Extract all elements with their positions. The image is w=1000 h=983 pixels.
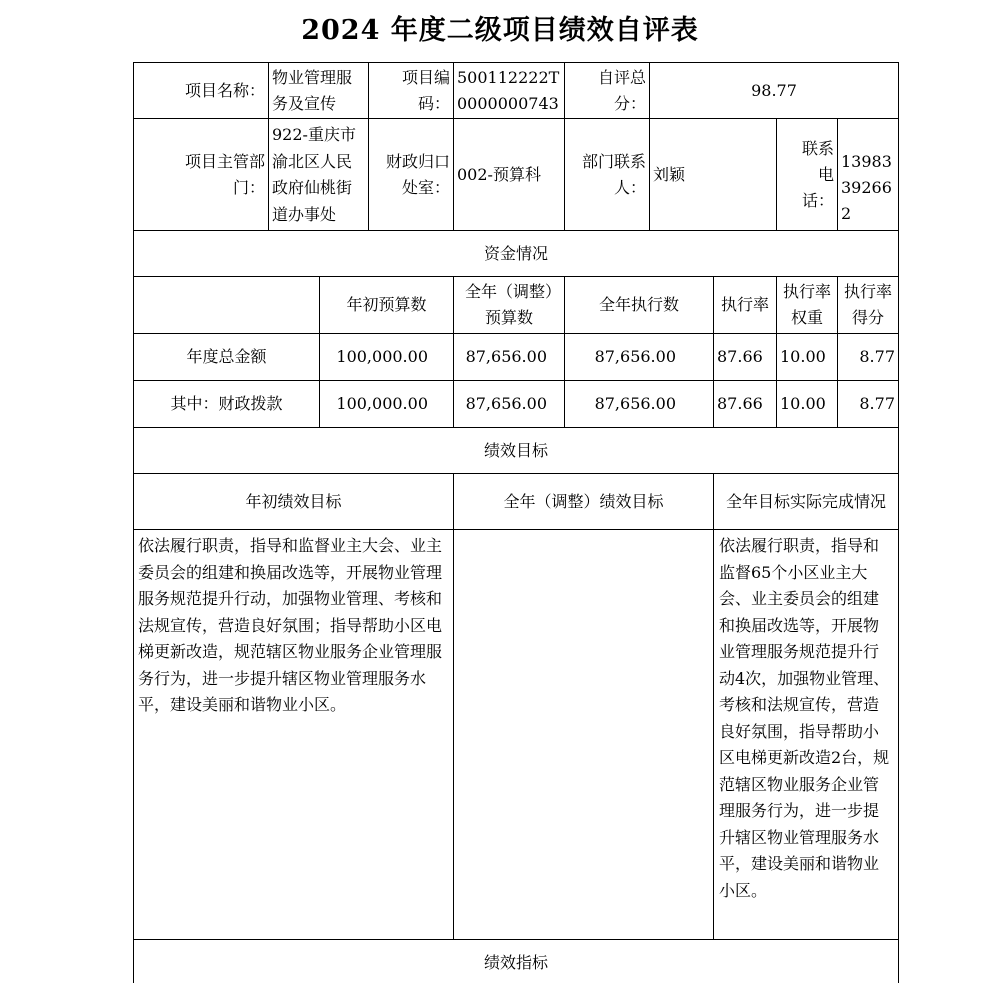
- funds-section-title: 资金情况: [133, 230, 899, 277]
- funds-header-rate: 执行率: [713, 276, 777, 334]
- funds-row-score: 8.77: [837, 333, 899, 381]
- project-name-label: 项目名称：: [133, 62, 269, 119]
- funds-header-score: 执行率得分: [837, 276, 899, 334]
- page-title: 2024 年度二级项目绩效自评表: [301, 15, 699, 46]
- goals-actual-text: 依法履行职责，指导和监督65个小区业主大会、业主委员会的组建和换届改选等，开展物业管理服务规范提升行动4次，加强物业管理、考核和法规宣传，营造良好氛围，指导帮助小区电梯更新改造2台，规范辖区物业服务企业管理服务行为，进一步提升辖区物业管理服务水平，建设美丽和谐物业小区。: [713, 529, 899, 940]
- office-label: 财政归口处室：: [368, 118, 454, 231]
- funds-row-rate: 87.66: [713, 380, 777, 428]
- funds-row-label: 其中：财政拨款: [133, 380, 320, 428]
- funds-row-executed: 87,656.00: [564, 380, 714, 428]
- funds-row-weight: 10.00: [776, 380, 838, 428]
- funds-row-adjusted: 87,656.00: [453, 380, 565, 428]
- funds-row-weight: 10.00: [776, 333, 838, 381]
- goals-section-title: 绩效目标: [133, 427, 899, 474]
- funds-header-executed: 全年执行数: [564, 276, 714, 334]
- funds-header-initial: 年初预算数: [319, 276, 454, 334]
- project-code-label: 项目编码：: [368, 62, 454, 119]
- self-score-label: 自评总分：: [564, 62, 650, 119]
- funds-header-adjusted: 全年（调整）预算数: [453, 276, 565, 334]
- phone-label: 联系电话：: [776, 118, 838, 231]
- project-code-value: 500112222T0000000743: [453, 62, 565, 119]
- contact-value: 刘颖: [649, 118, 777, 231]
- phone-value: 13983392662: [837, 118, 899, 231]
- contact-label: 部门联系人：: [564, 118, 650, 231]
- funds-row-initial: 100,000.00: [319, 380, 454, 428]
- goals-header-adjusted: 全年（调整）绩效目标: [453, 473, 714, 530]
- funds-header-blank: [133, 276, 320, 334]
- funds-row-rate: 87.66: [713, 333, 777, 381]
- project-name-value: 物业管理服务及宣传: [268, 62, 369, 119]
- funds-row-score: 8.77: [837, 380, 899, 428]
- funds-row-initial: 100,000.00: [319, 333, 454, 381]
- funds-row-label: 年度总金额: [133, 333, 320, 381]
- goals-header-initial: 年初绩效目标: [133, 473, 454, 530]
- goals-adjusted-text: [453, 529, 714, 940]
- goals-header-actual: 全年目标实际完成情况: [713, 473, 899, 530]
- dept-value: 922-重庆市渝北区人民政府仙桃街道办事处: [268, 118, 369, 231]
- office-value: 002-预算科: [453, 118, 565, 231]
- indicators-section-title: 绩效指标: [133, 939, 899, 983]
- funds-row-adjusted: 87,656.00: [453, 333, 565, 381]
- self-score-value: 98.77: [649, 62, 899, 119]
- dept-label: 项目主管部门：: [133, 118, 269, 231]
- funds-row-executed: 87,656.00: [564, 333, 714, 381]
- goals-initial-text: 依法履行职责，指导和监督业主大会、业主委员会的组建和换届改选等，开展物业管理服务规范提升行动，加强物业管理、考核和法规宣传，营造良好氛围；指导帮助小区电梯更新改造，规范辖区物业服务企业管理服务行为，进一步提升辖区物业管理服务水平，建设美丽和谐物业小区。: [133, 529, 454, 940]
- funds-header-weight: 执行率权重: [776, 276, 838, 334]
